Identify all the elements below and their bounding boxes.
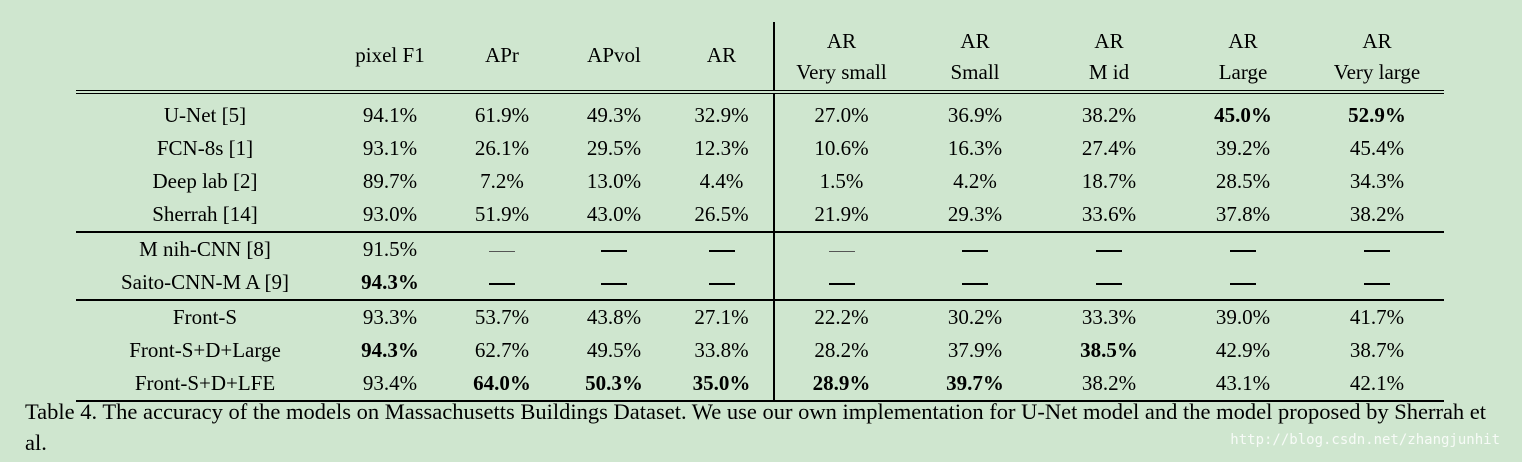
row-label: Saito-CNN-M A [9]	[76, 266, 334, 300]
table-cell: 34.3%	[1349, 169, 1405, 193]
table-cell: 93.4%	[334, 367, 446, 401]
row-label: Front-S+D+Large	[129, 338, 281, 362]
column-header	[1176, 22, 1310, 92]
column-header	[774, 22, 908, 92]
column-header-line2: Small	[950, 60, 1000, 84]
table-cell	[1310, 266, 1444, 300]
results-table	[76, 22, 1444, 402]
table-cell: 13.0%	[586, 169, 642, 193]
table-cell: 4.2%	[953, 169, 997, 193]
missing-value-dash	[489, 283, 515, 285]
table-cell: 89.7%	[362, 169, 418, 193]
table-cell: 45.4%	[1349, 136, 1405, 160]
table-cell	[558, 266, 670, 300]
column-header-line2: Very small	[796, 60, 887, 84]
table-cell: 21.9%	[774, 198, 908, 232]
table-cell: 43.0%	[558, 198, 670, 232]
table-cell: 43.8%	[586, 305, 642, 329]
column-header-line2: Very large	[1333, 60, 1421, 84]
table-cell: 33.8%	[694, 338, 749, 362]
header-row	[76, 22, 1444, 92]
missing-value-dash	[962, 283, 988, 285]
table-cell: 12.3%	[694, 136, 749, 160]
row-label: M nih-CNN [8]	[139, 237, 271, 261]
table-cell	[1042, 266, 1176, 300]
table-cell	[908, 266, 1042, 300]
column-header-line1: AR	[1362, 29, 1392, 53]
table-cell: 94.1%	[362, 102, 418, 127]
table-cell: 39.2%	[1215, 136, 1271, 160]
table-cell: 41.7%	[1349, 305, 1405, 329]
missing-value-dash	[1096, 283, 1122, 285]
table-header	[76, 22, 1444, 92]
table-row	[76, 300, 1444, 334]
column-header	[1042, 22, 1176, 92]
table-cell: 94.3%	[361, 338, 419, 362]
missing-value-dash	[962, 250, 988, 252]
missing-value-dash	[1096, 250, 1122, 252]
table-row	[76, 165, 1444, 198]
table-cell: 49.3%	[586, 102, 642, 127]
table-row	[76, 132, 1444, 165]
table-cell: 93.3%	[362, 305, 418, 329]
table-cell: 49.5%	[586, 338, 642, 362]
table-cell: 36.9%	[947, 102, 1003, 127]
column-header	[334, 22, 446, 92]
column-header	[670, 22, 774, 92]
table-cell: 43.1%	[1176, 367, 1310, 401]
table-row	[76, 334, 1444, 367]
table-cell: 37.9%	[947, 338, 1003, 362]
column-header-line1: APvol	[587, 42, 641, 67]
row-label: Sherrah [14]	[76, 198, 334, 232]
table-cell: 38.2%	[1042, 367, 1176, 401]
table-row	[76, 266, 1444, 300]
watermark: http://blog.csdn.net/zhangjunhit	[1230, 432, 1500, 448]
column-header	[446, 22, 558, 92]
table-cell	[774, 232, 908, 266]
table-cell: 16.3%	[947, 136, 1003, 160]
table-cell: 37.8%	[1176, 198, 1310, 232]
table-row	[76, 92, 1444, 132]
column-header	[76, 22, 334, 92]
table-cell: 33.3%	[1081, 305, 1137, 329]
table-cell: 33.6%	[1042, 198, 1176, 232]
table-row	[76, 198, 1444, 232]
table-cell: 18.7%	[1081, 169, 1137, 193]
table-cell: 93.1%	[362, 136, 418, 160]
row-label: Deep lab [2]	[152, 169, 258, 193]
row-label: Front-S	[172, 305, 238, 329]
table-cell: 64.0%	[446, 367, 558, 401]
table-cell: 38.7%	[1349, 338, 1405, 362]
table-cell	[1310, 232, 1444, 266]
table-cell: 28.9%	[774, 367, 908, 401]
table-cell: 32.9%	[694, 102, 749, 127]
table-cell: 39.7%	[908, 367, 1042, 401]
column-header	[558, 22, 670, 92]
column-header-line2: Large	[1218, 60, 1268, 84]
missing-value-dash	[1364, 250, 1390, 252]
table-cell: 93.0%	[334, 198, 446, 232]
column-header	[908, 22, 1042, 92]
table-cell: 27.1%	[694, 305, 749, 329]
table-cell: 29.3%	[908, 198, 1042, 232]
table-cell: 10.6%	[774, 132, 908, 165]
table-cell	[1176, 266, 1310, 300]
table-cell: 28.2%	[774, 334, 908, 367]
row-label: FCN-8s [1]	[156, 136, 254, 160]
missing-value-dash	[489, 251, 515, 252]
table-cell: 4.4%	[699, 169, 744, 193]
missing-value-dash	[1364, 283, 1390, 285]
column-header-line2: M id	[1088, 60, 1130, 84]
table-cell: 62.7%	[474, 338, 530, 362]
table-row	[76, 232, 1444, 266]
table-cell: 27.4%	[1081, 136, 1137, 160]
missing-value-dash	[709, 283, 735, 285]
table-cell	[446, 232, 558, 266]
table-cell	[774, 266, 908, 300]
table-cell: 38.5%	[1080, 338, 1138, 362]
row-label: U-Net [5]	[163, 102, 247, 127]
table-cell: 22.2%	[774, 300, 908, 334]
table-cell: 35.0%	[670, 367, 774, 401]
row-label: Front-S+D+LFE	[76, 367, 334, 401]
column-header-line1: pixel F1	[355, 42, 425, 67]
results-table-container	[76, 22, 1444, 402]
table-cell: 26.1%	[474, 136, 530, 160]
table-cell: 26.5%	[670, 198, 774, 232]
column-header-line1: AR	[826, 29, 857, 53]
table-cell: 38.2%	[1081, 102, 1137, 127]
table-cell: 45.0%	[1214, 102, 1272, 127]
table-cell	[670, 266, 774, 300]
table-cell: 61.9%	[474, 102, 530, 127]
table-cell: 42.1%	[1310, 367, 1444, 401]
column-header-line1: AR	[1094, 29, 1124, 53]
missing-value-dash	[601, 283, 627, 285]
table-cell: 30.2%	[947, 305, 1003, 329]
column-header-line1: APr	[485, 42, 519, 67]
table-cell	[446, 266, 558, 300]
missing-value-dash	[601, 250, 627, 252]
table-cell: 91.5%	[362, 237, 418, 261]
table-cell: 7.2%	[480, 169, 524, 193]
column-header	[1310, 22, 1444, 92]
table-cell: 27.0%	[774, 92, 908, 132]
table-cell: 38.2%	[1310, 198, 1444, 232]
table-cell: 53.7%	[474, 305, 530, 329]
missing-value-dash	[1230, 250, 1256, 252]
missing-value-dash	[1230, 283, 1256, 285]
table-caption: Table 4. The accuracy of the models on Massachusetts Buildings Dataset. We use our own implementation for U-Net model and the model proposed by Sherrah et al.	[25, 399, 1487, 455]
table-cell: 39.0%	[1215, 305, 1271, 329]
column-header-line1: AR	[1228, 29, 1258, 53]
table-cell	[1042, 232, 1176, 266]
table-cell	[558, 232, 670, 266]
table-cell: 1.5%	[774, 165, 908, 198]
missing-value-dash	[829, 251, 855, 252]
table-cell	[670, 232, 774, 266]
column-header-line1: AR	[960, 29, 990, 53]
table-cell	[1176, 232, 1310, 266]
column-header-line1: AR	[706, 42, 737, 67]
table-cell: 51.9%	[446, 198, 558, 232]
table-cell	[908, 232, 1042, 266]
table-cell: 50.3%	[558, 367, 670, 401]
table-body	[76, 92, 1444, 401]
table-cell: 42.9%	[1215, 338, 1271, 362]
missing-value-dash	[829, 283, 855, 285]
table-cell: 52.9%	[1348, 102, 1406, 127]
table-cell: 29.5%	[586, 136, 642, 160]
table-cell: 94.3%	[334, 266, 446, 300]
missing-value-dash	[709, 250, 735, 252]
table-cell: 28.5%	[1215, 169, 1271, 193]
